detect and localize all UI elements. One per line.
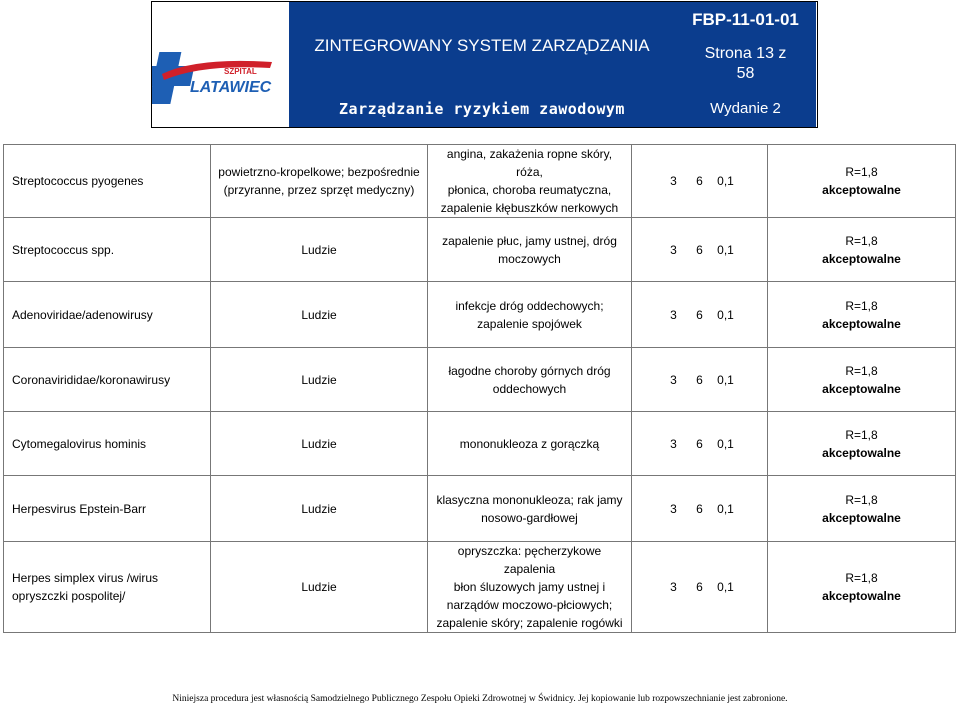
table-row <box>4 412 956 476</box>
effect-line: oddechowych <box>492 381 567 396</box>
document-subtitle: Zarządzanie ryzykiem zawodowym <box>289 90 676 127</box>
svg-text:SZPITAL: SZPITAL <box>224 67 257 76</box>
score-b: 6 <box>696 501 703 516</box>
risk-verdict: akceptowalne <box>822 251 901 266</box>
result-cell <box>768 145 956 218</box>
result-cell <box>768 218 956 282</box>
effects-cell <box>428 542 632 633</box>
risk-verdict: akceptowalne <box>822 589 901 603</box>
route-cell <box>211 412 428 476</box>
hospital-logo <box>152 2 290 127</box>
document-code: FBP-11-01-01 <box>675 2 816 39</box>
page-number <box>675 38 816 91</box>
risk-value: R=1,8 <box>845 427 878 442</box>
route-cell <box>211 542 428 633</box>
scores-cell <box>632 218 768 282</box>
effects-cell <box>428 282 632 348</box>
scores-cell <box>632 145 768 218</box>
route-line: powietrzno-kropelkowe; bezpośrednie <box>218 165 420 179</box>
effects-cell <box>428 218 632 282</box>
table-row <box>4 282 956 348</box>
risk-verdict: akceptowalne <box>822 510 901 525</box>
risk-table <box>3 144 956 633</box>
effect-line: łagodne choroby górnych dróg <box>448 363 611 378</box>
risk-value: R=1,8 <box>845 165 878 179</box>
route-cell <box>211 282 428 348</box>
agent-cell <box>4 542 211 633</box>
score-b: 6 <box>696 307 703 322</box>
route-line: Ludzie <box>301 436 337 451</box>
score-b: 6 <box>696 436 703 451</box>
scores-cell <box>632 542 768 633</box>
score-b: 6 <box>696 242 703 257</box>
effect-line: zapalenie kłębuszków nerkowych <box>440 201 619 215</box>
route-line: Ludzie <box>301 580 337 594</box>
route-line: Ludzie <box>301 307 337 322</box>
score-c: 0,1 <box>717 436 734 451</box>
effects-cell <box>428 412 632 476</box>
effect-line: zapalenie skóry; zapalenie rogówki <box>436 616 623 630</box>
scores-cell <box>632 476 768 542</box>
risk-value: R=1,8 <box>845 571 878 585</box>
scores-cell <box>632 412 768 476</box>
effect-line: nosowo-gardłowej <box>481 510 578 525</box>
agent-cell <box>4 476 211 542</box>
result-cell <box>768 348 956 412</box>
risk-value: R=1,8 <box>845 492 878 507</box>
system-title: ZINTEGROWANY SYSTEM ZARZĄDZANIA <box>289 2 676 91</box>
effect-line: angina, zakażenia ropne skóry, róża, <box>446 147 613 179</box>
route-line: Ludzie <box>301 501 337 516</box>
page-line-2: 58 <box>736 65 755 82</box>
result-cell <box>768 412 956 476</box>
route-cell <box>211 348 428 412</box>
table-row <box>4 348 956 412</box>
score-c: 0,1 <box>717 174 734 188</box>
scores-cell <box>632 282 768 348</box>
agent-cell <box>4 348 211 412</box>
score-a: 3 <box>670 372 677 387</box>
score-c: 0,1 <box>717 372 734 387</box>
document-header <box>151 1 818 128</box>
agent-cell <box>4 218 211 282</box>
table-row <box>4 145 956 218</box>
agent-name: Streptococcus spp. <box>12 242 115 257</box>
agent-cell <box>4 145 211 218</box>
table-row <box>4 476 956 542</box>
effect-line: klasyczna mononukleoza; rak jamy <box>436 492 623 507</box>
score-c: 0,1 <box>717 580 734 594</box>
score-b: 6 <box>696 372 703 387</box>
risk-value: R=1,8 <box>845 298 878 313</box>
route-line: (przyranne, przez sprzęt medyczny) <box>223 183 415 197</box>
score-a: 3 <box>670 174 677 188</box>
score-a: 3 <box>670 242 677 257</box>
route-cell <box>211 476 428 542</box>
risk-value: R=1,8 <box>845 363 878 378</box>
score-b: 6 <box>696 580 703 594</box>
agent-name: Adenoviridae/adenowirusy <box>12 307 153 322</box>
result-cell <box>768 542 956 633</box>
risk-verdict: akceptowalne <box>822 183 901 197</box>
scores-cell <box>632 348 768 412</box>
effects-cell <box>428 476 632 542</box>
agent-name: Cytomegalovirus hominis <box>12 436 147 451</box>
score-a: 3 <box>670 580 677 594</box>
result-cell <box>768 476 956 542</box>
score-c: 0,1 <box>717 501 734 516</box>
risk-verdict: akceptowalne <box>822 381 901 396</box>
risk-verdict: akceptowalne <box>822 316 901 331</box>
effect-line: zapalenie płuc, jamy ustnej, dróg <box>442 233 617 248</box>
result-cell <box>768 282 956 348</box>
effect-line: moczowych <box>498 251 561 266</box>
route-line: Ludzie <box>301 372 337 387</box>
page-line-1: Strona 13 z <box>704 45 787 62</box>
risk-verdict: akceptowalne <box>822 445 901 460</box>
score-c: 0,1 <box>717 242 734 257</box>
route-cell <box>211 218 428 282</box>
hospital-logo-icon <box>152 2 289 127</box>
agent-name: Coronavirididae/koronawirusy <box>12 372 171 387</box>
route-line: Ludzie <box>301 242 337 257</box>
effect-line: narządów moczowo-płciowych; <box>446 598 613 612</box>
agent-name: Herpes simplex virus /wirus opryszczki pospolitej/ <box>12 571 159 603</box>
agent-cell <box>4 282 211 348</box>
effect-line: płonica, choroba reumatyczna, <box>447 183 612 197</box>
score-b: 6 <box>696 174 703 188</box>
agent-name: Streptococcus pyogenes <box>12 174 144 188</box>
agent-name: Herpesvirus Epstein-Barr <box>12 501 147 516</box>
agent-cell <box>4 412 211 476</box>
effect-line: infekcje dróg oddechowych; <box>455 298 604 313</box>
effect-line: zapalenie spojówek <box>477 316 582 331</box>
risk-value: R=1,8 <box>845 233 878 248</box>
route-cell <box>211 145 428 218</box>
effect-line: błon śluzowych jamy ustnej i <box>453 580 606 594</box>
table-row <box>4 218 956 282</box>
effect-line: opryszczka: pęcherzykowe zapalenia <box>457 544 602 576</box>
effects-cell <box>428 145 632 218</box>
footer-note: Niniejsza procedura jest własnością Samodzielnego Publicznego Zespołu Opieki Zdrowotnej w Świdnicy. Jej kopiowanie lub rozpowszechnianie jest zabronione. <box>172 694 788 704</box>
score-c: 0,1 <box>717 307 734 322</box>
score-a: 3 <box>670 307 677 322</box>
effect-line: mononukleoza z gorączką <box>459 436 600 451</box>
table-row <box>4 542 956 633</box>
score-a: 3 <box>670 501 677 516</box>
effects-cell <box>428 348 632 412</box>
edition-label: Wydanie 2 <box>675 90 816 127</box>
score-a: 3 <box>670 436 677 451</box>
svg-text:LATAWIEC: LATAWIEC <box>190 79 272 96</box>
